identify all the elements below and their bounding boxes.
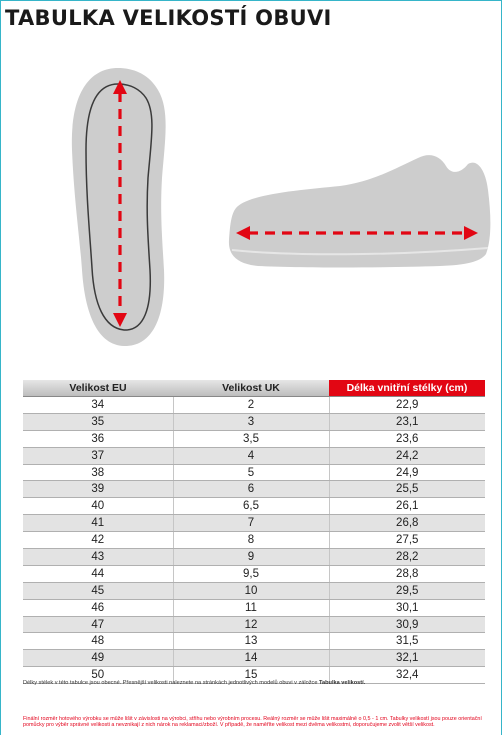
insole-length-cell: 24,2: [329, 447, 485, 464]
size-eu-cell: 44: [23, 565, 173, 582]
insole-length-cell: 32,1: [329, 650, 485, 667]
insole-length-cell: 30,1: [329, 599, 485, 616]
size-eu-cell: 42: [23, 532, 173, 549]
column-header-eu: Velikost EU: [23, 380, 173, 397]
size-uk-cell: 6,5: [173, 498, 329, 515]
insole-length-cell: 28,2: [329, 549, 485, 566]
table-row: [23, 599, 485, 616]
size-eu-cell: 36: [23, 430, 173, 447]
table-header-row: [23, 380, 485, 397]
size-note: [23, 680, 493, 686]
table-row: [23, 532, 485, 549]
table-row: [23, 481, 485, 498]
disclaimer-text: Finální rozměr hotového výrobku se může lišit v závislosti na výrobci, střihu nebo výrobním procesu. Reálný rozměr se může lišit maximálně o 0,5 - 1 cm. Tabulky velikostí jsou pouze orientační pomůcky pro výběr správné velikosti a nevznikají z nich nárok na reklamaci/zboží. V případě, že naměříte velikost mezi dvěma velikostmi, doporučujeme zvolit větší velikost.: [23, 716, 482, 729]
size-eu-cell: 49: [23, 650, 173, 667]
size-uk-cell: 14: [173, 650, 329, 667]
size-uk-cell: 10: [173, 582, 329, 599]
shoe-sole-length-icon: [72, 68, 166, 346]
size-eu-cell: 39: [23, 481, 173, 498]
size-uk-cell: 3,5: [173, 430, 329, 447]
size-eu-cell: 35: [23, 413, 173, 430]
size-uk-cell: 9,5: [173, 565, 329, 582]
insole-length-cell: 22,9: [329, 397, 485, 414]
size-eu-cell: 41: [23, 515, 173, 532]
insole-length-cell: 30,9: [329, 616, 485, 633]
insole-length-cell: 26,1: [329, 498, 485, 515]
size-eu-cell: 48: [23, 633, 173, 650]
size-table: [23, 380, 485, 684]
top-border: [0, 0, 502, 1]
table-row: [23, 413, 485, 430]
size-eu-cell: 46: [23, 599, 173, 616]
table-row: [23, 582, 485, 599]
shoe-illustrations: [0, 60, 502, 380]
table-row: [23, 616, 485, 633]
table-row: [23, 498, 485, 515]
size-uk-cell: 6: [173, 481, 329, 498]
insole-length-cell: 23,6: [329, 430, 485, 447]
size-uk-cell: 9: [173, 549, 329, 566]
size-uk-cell: 11: [173, 599, 329, 616]
size-eu-cell: 34: [23, 397, 173, 414]
size-uk-cell: 4: [173, 447, 329, 464]
table-row: [23, 650, 485, 667]
table-row: [23, 430, 485, 447]
column-header-insole-length: Délka vnitřní stélky (cm): [329, 380, 485, 397]
size-eu-cell: 40: [23, 498, 173, 515]
size-eu-cell: 47: [23, 616, 173, 633]
shoe-side-length-icon: [229, 155, 490, 267]
insole-length-cell: 29,5: [329, 582, 485, 599]
insole-length-cell: 27,5: [329, 532, 485, 549]
table-row: [23, 397, 485, 414]
table-row: [23, 515, 485, 532]
size-uk-cell: 5: [173, 464, 329, 481]
size-eu-cell: 50: [23, 667, 173, 684]
size-uk-cell: 13: [173, 633, 329, 650]
table-row: [23, 565, 485, 582]
size-table-link[interactable]: Tabulka velikostí.: [319, 680, 366, 686]
size-eu-cell: 43: [23, 549, 173, 566]
insole-length-cell: 28,8: [329, 565, 485, 582]
size-eu-cell: 45: [23, 582, 173, 599]
column-header-uk: Velikost UK: [173, 380, 329, 397]
size-eu-cell: 37: [23, 447, 173, 464]
insole-length-cell: 23,1: [329, 413, 485, 430]
table-row: [23, 447, 485, 464]
table-row: [23, 633, 485, 650]
table-row: [23, 549, 485, 566]
size-eu-cell: 38: [23, 464, 173, 481]
size-table-body: [23, 397, 485, 684]
size-uk-cell: 12: [173, 616, 329, 633]
insole-length-cell: 26,8: [329, 515, 485, 532]
size-uk-cell: 8: [173, 532, 329, 549]
size-note-text: Délky stélek v této tabulce jsou obecné. Přesnější velikosti naleznete na stránkách jednotlivých modelů obuvi v záložce: [23, 680, 318, 686]
size-uk-cell: 2: [173, 397, 329, 414]
insole-length-cell: 31,5: [329, 633, 485, 650]
size-uk-cell: 3: [173, 413, 329, 430]
table-row: [23, 464, 485, 481]
size-uk-cell: 15: [173, 667, 329, 684]
insole-length-cell: 25,5: [329, 481, 485, 498]
insole-length-cell: 24,9: [329, 464, 485, 481]
insole-length-cell: 32,4: [329, 667, 485, 684]
page-title: TABULKA VELIKOSTÍ OBUVI: [5, 6, 332, 30]
size-uk-cell: 7: [173, 515, 329, 532]
